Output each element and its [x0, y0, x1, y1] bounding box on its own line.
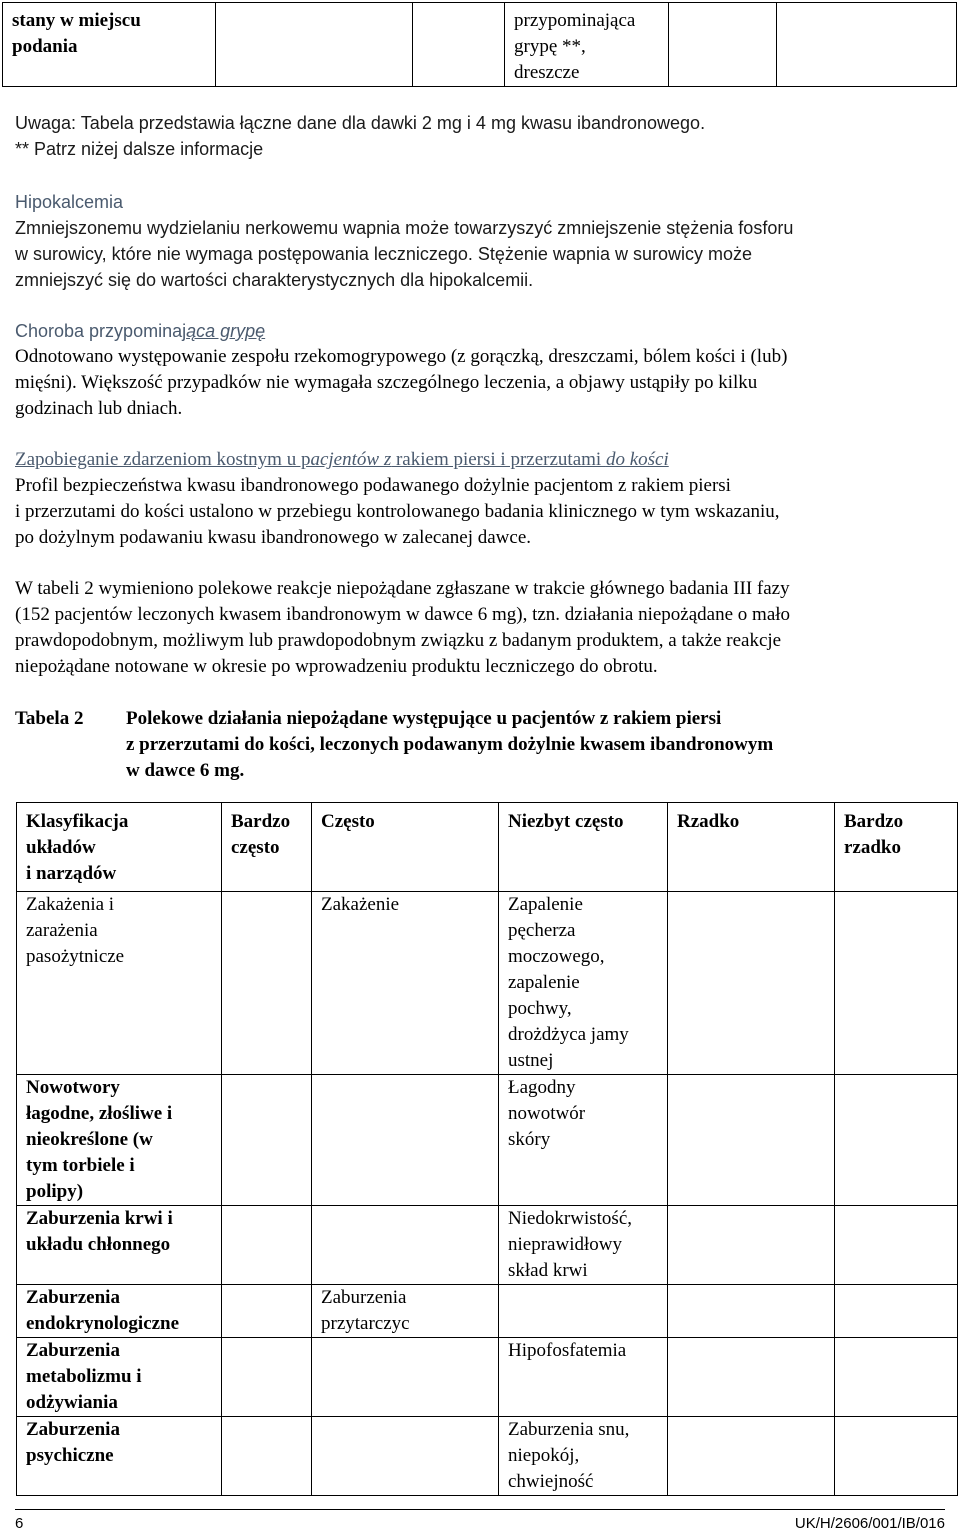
section-heading-hypocalcemia: Hipokalcemia — [15, 192, 124, 212]
cell-line: Niedokrwistość, — [508, 1208, 633, 1229]
header-line: rzadko — [844, 837, 901, 858]
very-common-cell — [222, 1417, 312, 1496]
common-header — [312, 803, 499, 892]
table-note: Uwaga: Tabela przedstawia łączne dane dla dawki 2 mg i 4 mg kwasu ibandronowego. — [15, 113, 706, 133]
table-row — [17, 1417, 958, 1496]
very-common-cell — [222, 1285, 312, 1338]
very-rare-cell — [835, 1338, 958, 1417]
very-rare-cell — [835, 1417, 958, 1496]
cell-line: Zaburzenia snu, — [508, 1419, 630, 1440]
uncommon-cell — [499, 1206, 668, 1285]
rare-cell — [668, 892, 835, 1075]
header-line: często — [231, 837, 280, 858]
uncommon-header — [499, 803, 668, 892]
cell-line: odżywiania — [26, 1392, 118, 1413]
cell-line: Zapalenie — [508, 894, 583, 915]
cell-line: łagodne, złośliwe i — [26, 1103, 173, 1124]
soc-cell — [17, 1206, 222, 1285]
footer-rule — [15, 1509, 945, 1510]
header-line: Klasyfikacja — [26, 811, 129, 832]
cell-line: nieprawidłowy — [508, 1234, 622, 1255]
soc-header — [17, 803, 222, 892]
table-header-row — [17, 803, 958, 892]
cell-line: pochwy, — [508, 998, 572, 1019]
uncommon-cell — [499, 1075, 668, 1206]
rare-cell — [668, 1206, 835, 1285]
cell-line: Zaburzenia — [321, 1287, 407, 1308]
common-cell — [312, 1338, 499, 1417]
prevention-text: Profil bezpieczeństwa kwasu ibandronowego podawanego dożylnie pacjentom z rakiem piersi i przerzutami do kości ustalono w przebiegu kontrolowanego badania klinicznego w tym wskazaniu, po dożylnym podawaniu kwasu ibandronowego w zalecanej dawce. — [15, 475, 780, 548]
cell-line: moczowego, — [508, 946, 605, 967]
document-reference: UK/H/2606/001/IB/016 — [794, 1515, 945, 1532]
very-common-cell — [222, 1206, 312, 1285]
page-number: 6 — [15, 1515, 24, 1532]
top-table-cell-flu-like: przypominająca grypę **, dreszcze — [505, 3, 669, 87]
table2-intro-text: W tabeli 2 wymieniono polekowe reakcje niepożądane zgłaszane w trakcie głównego badania III fazy (152 pacjentów leczonych kwasem ibandronowym w dawce 6 mg), tzn. działania niepożądane o mało prawdopodobnym, możliwym lub prawdopodobnym związku z badanym produktem, a także reakcje niepożądane notowane w okresie po wprowadzeniu produktu leczniczego do obrotu. — [15, 578, 791, 677]
uncommon-cell — [499, 1338, 668, 1417]
cell-line: zapalenie — [508, 972, 580, 993]
header-line: i narządów — [26, 863, 117, 884]
very-rare-cell — [835, 892, 958, 1075]
cell-line: Zakażenia i — [26, 894, 115, 915]
cell-line: Zakażenie — [321, 894, 400, 915]
cell-line: przytarczyc — [321, 1313, 410, 1334]
table-footnote: ** Patrz niżej dalsze informacje — [15, 139, 264, 159]
uncommon-cell — [499, 892, 668, 1075]
top-table-cell-empty — [669, 3, 777, 87]
header-line: Często — [321, 811, 375, 832]
cell-line: psychiczne — [26, 1445, 114, 1466]
cell-line: Nowotwory — [26, 1077, 120, 1098]
cell-line: niepokój, — [508, 1445, 580, 1466]
top-table-cell-empty — [777, 3, 957, 87]
flu-like-text: Odnotowano występowanie zespołu rzekomogrypowego (z gorączką, dreszczami, bólem kości i (lub) mięśni). Większość przypadków nie wymagała szczególnego leczenia, a objawy ustąpiły po kilku godzinach lub dniach. — [15, 346, 788, 419]
cell-line: Łagodny — [508, 1077, 576, 1098]
top-table-cell-empty — [216, 3, 413, 87]
table2-label: Tabela 2 — [15, 708, 84, 729]
common-cell — [312, 1417, 499, 1496]
uncommon-cell — [499, 1285, 668, 1338]
cell-line: Zaburzenia — [26, 1419, 120, 1440]
rare-cell — [668, 1338, 835, 1417]
cell-line: skład krwi — [508, 1260, 588, 1281]
cell-line: endokrynologiczne — [26, 1313, 180, 1334]
rare-cell — [668, 1285, 835, 1338]
rare-header — [668, 803, 835, 892]
cell-line: chwiejność — [508, 1471, 594, 1492]
table-row — [17, 1075, 958, 1206]
very-common-cell — [222, 1338, 312, 1417]
cell-line: pęcherza — [508, 920, 576, 941]
table2-caption: Polekowe działania niepożądane występujące u pacjentów z rakiem piersi z przerzutami do kości, leczonych podawanym dożylnie kwasem ibandronowym w dawce 6 mg. — [126, 708, 774, 781]
very-common-cell — [222, 892, 312, 1075]
header-line: Bardzo — [844, 811, 904, 832]
cell-line: pasożytnicze — [26, 946, 125, 967]
cell-line: skóry — [508, 1129, 551, 1150]
header-line: Rzadko — [677, 811, 740, 832]
very-common-cell — [222, 1075, 312, 1206]
common-cell — [312, 1206, 499, 1285]
cell-line: metabolizmu i — [26, 1366, 142, 1387]
cell-line: polipy) — [26, 1181, 84, 1202]
soc-cell — [17, 1285, 222, 1338]
cell-line: Zaburzenia — [26, 1340, 120, 1361]
cell-line: zarażenia — [26, 920, 98, 941]
header-line: układów — [26, 837, 96, 858]
adverse-reactions-table — [16, 802, 958, 1496]
cell-line: drożdżyca jamy — [508, 1024, 629, 1045]
soc-cell — [17, 892, 222, 1075]
section-heading-flu-like: Choroba przypominająca grypę — [15, 321, 266, 341]
soc-cell — [17, 1075, 222, 1206]
cell-line: nieokreślone (w — [26, 1129, 153, 1150]
cell-line: Zaburzenia krwi i — [26, 1208, 173, 1229]
cell-line: Zaburzenia — [26, 1287, 120, 1308]
common-cell — [312, 1075, 499, 1206]
very-rare-header — [835, 803, 958, 892]
table-row — [17, 1338, 958, 1417]
common-cell — [312, 892, 499, 1075]
soc-cell — [17, 1338, 222, 1417]
table-row — [17, 1285, 958, 1338]
cell-line: Hipofosfatemia — [508, 1340, 627, 1361]
top-table — [2, 2, 957, 87]
common-cell — [312, 1285, 499, 1338]
cell-line: układu chłonnego — [26, 1234, 171, 1255]
very-rare-cell — [835, 1206, 958, 1285]
top-table-cell-empty — [413, 3, 505, 87]
table-row — [17, 892, 958, 1075]
very-rare-cell — [835, 1075, 958, 1206]
top-table-cell-site-reactions: stany w miejscu podania — [3, 3, 216, 87]
hypocalcemia-text: Zmniejszonemu wydzielaniu nerkowemu wapnia może towarzyszyć zmniejszenie stężenia fosforu w surowicy, które nie wymaga postępowania leczniczego. Stężenie wapnia w surowicy może zmniejszyć się do wartości charakterystycznych dla hipokalcemii. — [15, 218, 794, 290]
very-common-header — [222, 803, 312, 892]
very-rare-cell — [835, 1285, 958, 1338]
soc-cell — [17, 1417, 222, 1496]
rare-cell — [668, 1075, 835, 1206]
rare-cell — [668, 1417, 835, 1496]
cell-line: nowotwór — [508, 1103, 586, 1124]
cell-line: ustnej — [508, 1050, 554, 1071]
cell-line: tym torbiele i — [26, 1155, 135, 1176]
section-heading-prevention: Zapobieganie zdarzeniom kostnym u pacjentów z rakiem piersi i przerzutami do kości — [15, 449, 669, 470]
header-line: Bardzo — [231, 811, 291, 832]
table-row — [17, 1206, 958, 1285]
header-line: Niezbyt często — [508, 811, 624, 832]
uncommon-cell — [499, 1417, 668, 1496]
